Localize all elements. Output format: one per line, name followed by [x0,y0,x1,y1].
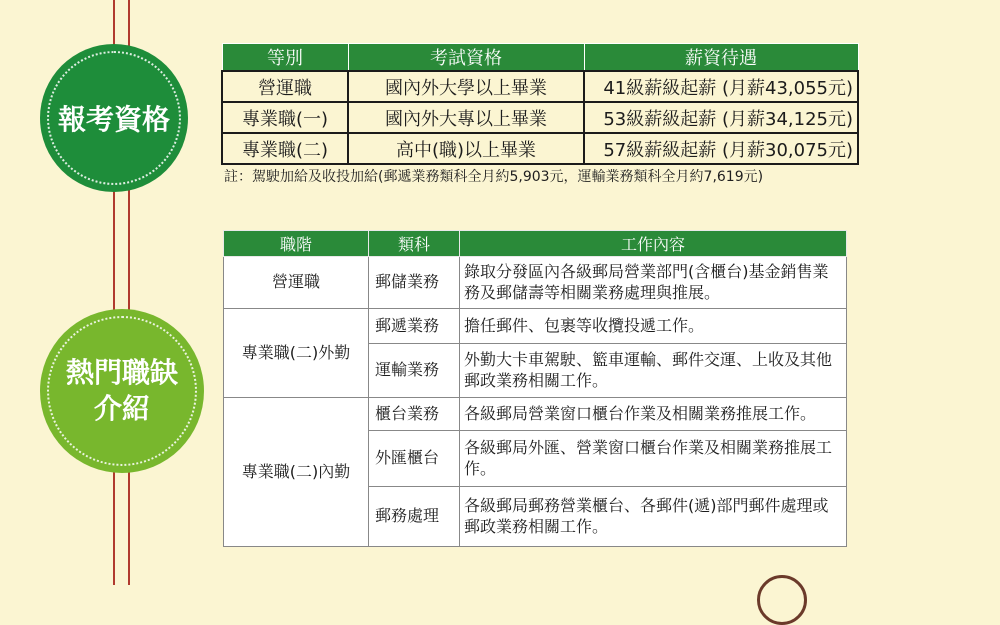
jobs-badge-line1: 熱門職缺 [65,355,178,389]
table-row [222,133,858,164]
header-rank: 職階 [224,231,369,257]
salary-table [221,43,859,165]
qualification-badge [40,44,188,192]
header-grade: 等別 [222,44,348,72]
jobs-badge-line2: 介紹 [93,392,150,425]
table-row [224,257,847,309]
desc-cell: 各級郵局郵務營業櫃台、各郵件(遞)部門郵件處理或郵政業務相關工作。 [460,487,847,547]
dept-cell: 外匯櫃台 [369,431,460,487]
desc-cell: 外勤大卡車駕駛、籃車運輸、郵件交運、上收及其他郵政業務相關工作。 [460,344,847,398]
qualification-cell: 國內外大專以上畢業 [348,102,584,133]
salary-cell: 53級薪級起薪 (月薪34,125元) [584,102,858,133]
qualification-cell: 國內外大學以上畢業 [348,71,584,102]
rank-cell: 營運職 [224,257,369,309]
dept-cell: 運輸業務 [369,344,460,398]
desc-cell: 擔任郵件、包裹等收攬投遞工作。 [460,309,847,344]
dept-cell: 郵務處理 [369,487,460,547]
jobs-table [223,230,847,547]
dept-cell: 郵遞業務 [369,309,460,344]
table-row [224,309,847,344]
header-desc: 工作內容 [460,231,847,257]
rank-cell: 專業職(二)外勤 [224,309,369,398]
grade-cell: 營運職 [222,71,348,102]
rank-cell: 專業職(二)內勤 [224,398,369,547]
salary-cell: 41級薪級起薪 (月薪43,055元) [584,71,858,102]
grade-cell: 專業職(二) [222,133,348,164]
salary-cell: 57級薪級起薪 (月薪30,075元) [584,133,858,164]
qualification-cell: 高中(職)以上畢業 [348,133,584,164]
table-row [224,398,847,431]
header-qualification: 考試資格 [348,44,584,72]
salary-header-row [222,44,858,72]
salary-note: 註：駕駛加給及收投加給(郵遞業務類科全月約5,903元，運輸業務類科全月約7,619元) [224,169,764,185]
grade-cell: 專業職(一) [222,102,348,133]
header-dept: 類科 [369,231,460,257]
table-row [222,71,858,102]
desc-cell: 各級郵局營業窗口櫃台作業及相關業務推展工作。 [460,398,847,431]
table-row [222,102,858,133]
header-salary: 薪資待遇 [584,44,858,72]
desc-cell: 錄取分發區內各級郵局營業部門(含櫃台)基金銷售業務及郵儲壽等相關業務處理與推展。 [460,257,847,309]
dept-cell: 櫃台業務 [369,398,460,431]
desc-cell: 各級郵局外匯、營業窗口櫃台作業及相關業務推展工作。 [460,431,847,487]
dept-cell: 郵儲業務 [369,257,460,309]
jobs-header-row [224,231,847,257]
jobs-badge [40,309,204,473]
decorative-ring [757,575,807,625]
qualification-badge-label: 報考資格 [57,103,170,136]
